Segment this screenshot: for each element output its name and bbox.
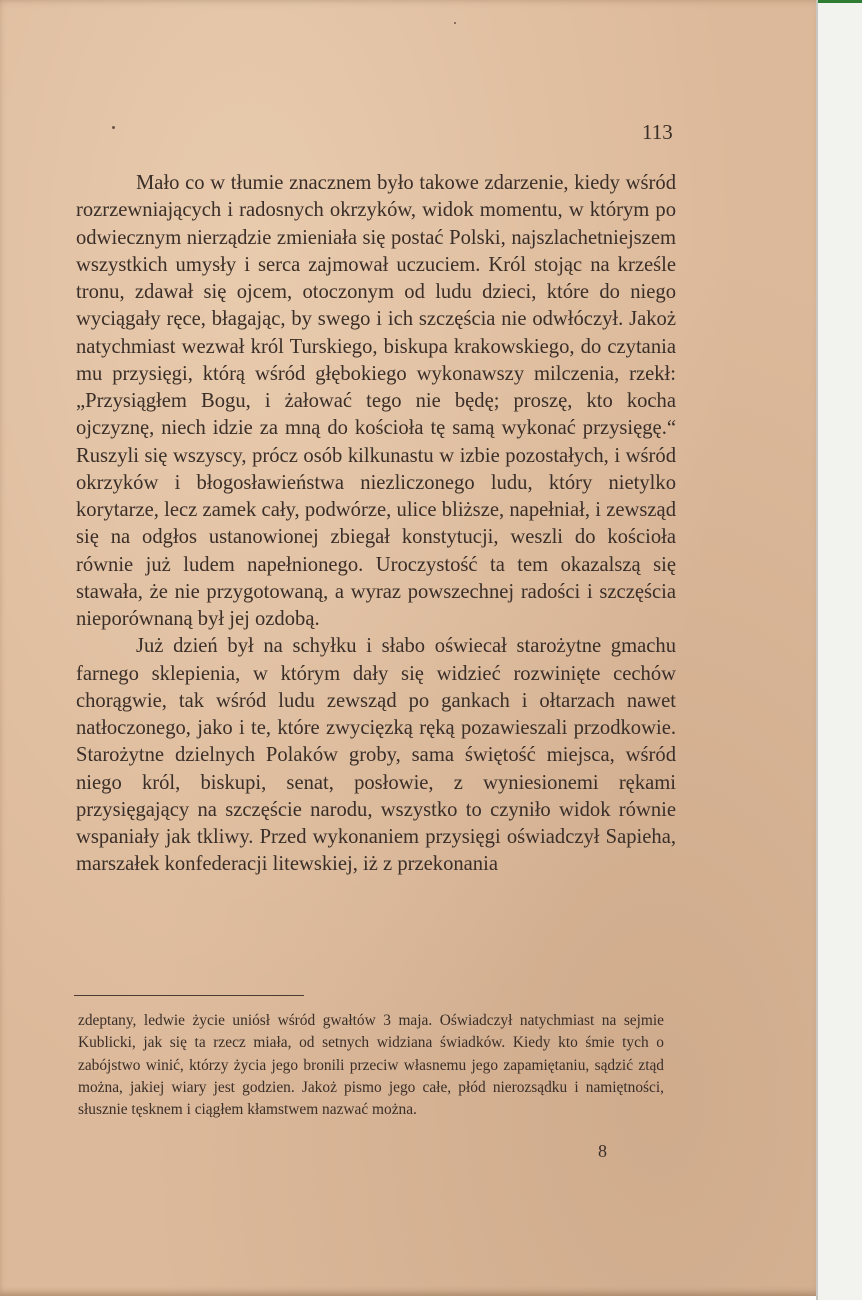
ink-speck [112, 126, 115, 129]
paragraph-2: Już dzień był na schyłku i słabo oświecał starożytne gmachu farnego sklepienia, w którym dały się widzieć rozwinięte cechów chorągwie, tak wśród ludu zewsząd po gankach i ołtarzach nawet natłoczonego, jako i te, które zwycięzką ręką pozawieszali przodkowie. Starożytne dzielnych Polaków groby, sama świętość miejsca, wśród niego król, biskupi, senat, posłowie, z wyniesionemi rękami przysięgający na szczęście narodu, wszystko to czyniło widok równie wspaniały jak tkliwy. Przed wykonaniem przysięgi oświadczył Sapieha, marszałek konfederacji litewskiej, iż z przekonania [76, 635, 676, 876]
printer-signature-mark: 8 [598, 1141, 607, 1161]
main-text [76, 170, 676, 879]
scanner-color-mark [818, 0, 862, 3]
page-number: 113 [642, 120, 673, 144]
footnote-text: zdeptany, ledwie życie uniósł wśród gwałtów 3 maja. Oświadczył natychmiast na sejmie Kublicki, jak się ta rzecz miała, od setnych widziana świadków. Kiedy kto śmie tych o zabójstwo winić, którzy życia jego bronili przeciw własnemu jego zapamiętaniu, sądzić ztąd można, jakiej wiary jest godzien. Jakoż pismo jego całe, płód nierozsądku i namiętności, słusznie tęsknem i ciągłem kłamstwem nazwać można. [78, 1012, 664, 1119]
footnote-divider [74, 995, 304, 996]
ink-speck [454, 22, 456, 24]
scanner-bed-edge [816, 0, 862, 1300]
paragraph-1: Mało co w tłumie znacznem było takowe zdarzenie, kiedy wśród rozrzewniających i radosnych okrzyków, widok momentu, w którym po odwiecznym nierządzie zmieniała się postać Polski, najszlachetniejszem wszystkich umysły i serca zajmował uczuciem. Król stojąc na krześle tronu, zdawał się ojcem, otoczonym od ludu dzieci, które do niego wyciągały ręce, błagając, by swego i ich szczęścia nie odwłóczył. Jakoż natychmiast wezwał król Turskiego, biskupa krakowskiego, do czytania mu przysięgi, którą wśród głębokiego wykonawszy milczenia, rzekł: „Przysiągłem Bogu, i żałować tego nie będę; proszę, kto kocha ojczyznę, niech idzie za mną do kościoła tę samą wykonać przysięgę.“ Ruszyli się wszyscy, prócz osób kilkunastu w izbie pozostałych, i wśród okrzyków i błogosławieństwa niezliczonego ludu, który nietylko korytarze, lecz zamek cały, podwórze, ulice bliższe, napełniał, i zewsząd się na odgłos ustanowionej zbiegał konstytucji, weszli do kościoła równie już ludem napełnionego. Uroczystość ta tem okazalszą się stawała, że nie przygotowaną, a wyraz powszechnej radości i szczęścia nieporównaną był jej ozdobą. [76, 172, 676, 630]
